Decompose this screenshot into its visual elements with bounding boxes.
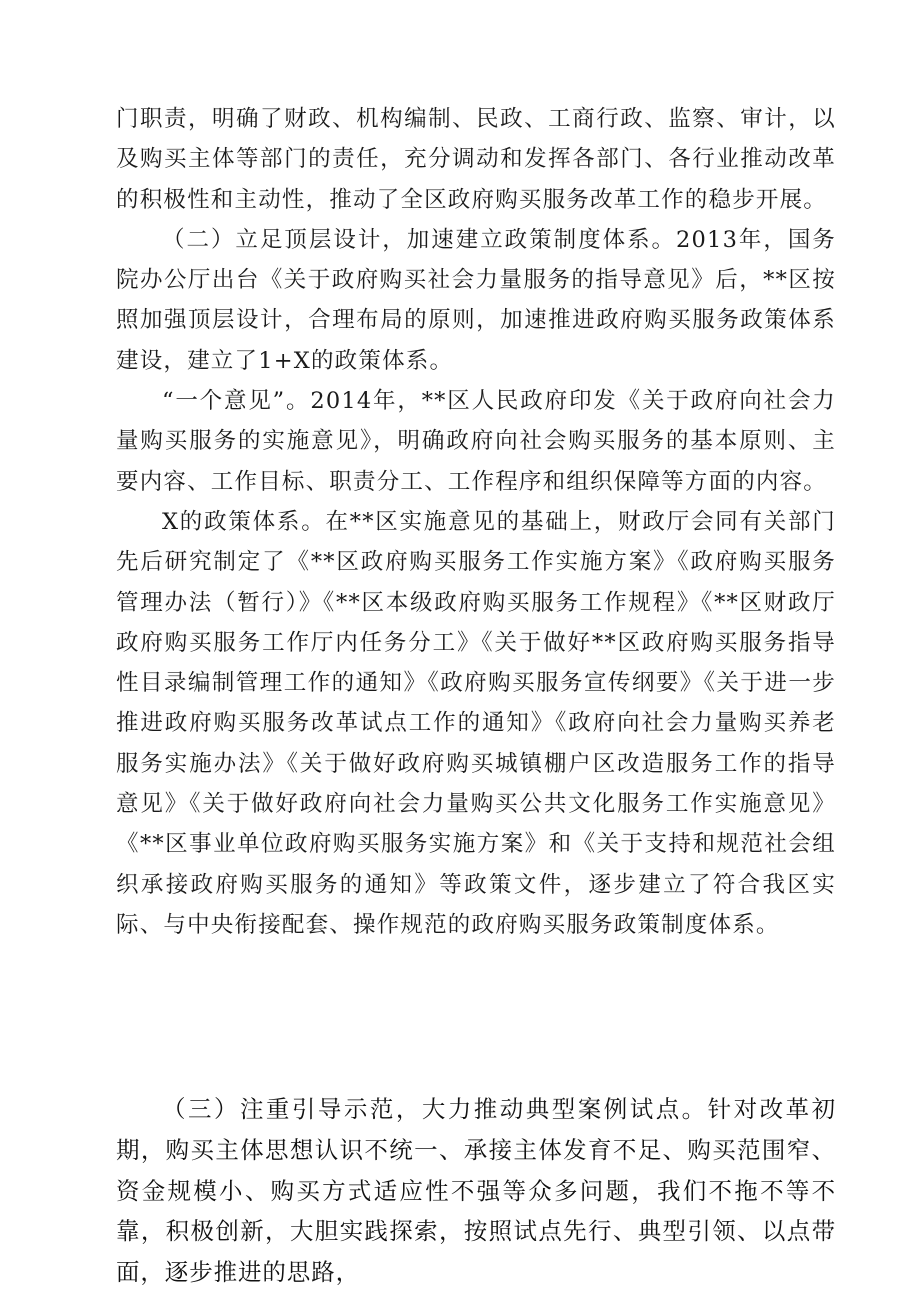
body-text-sans: [116, 1089, 836, 1293]
paragraph-3: “一个意见”。2014年，**区人民政府印发《关于政府向社会力量购买服务的实施意见》，明确政府向社会购买服务的基本原则、主要内容、工作目标、职责分工、工作程序和组织保障等方面的内容。: [116, 388, 836, 495]
paragraph-2: （二）立足顶层设计，加速建立政策制度体系。2013年，国务院办公厅出台《关于政府购买社会力量服务的指导意见》后，**区按照加强顶层设计，合理布局的原则，加速推进政府购买服务政策体系建设，建立了1+X的政策体系。: [116, 226, 836, 374]
paragraph-4: X的政策体系。在**区实施意见的基础上，财政厅会同有关部门先后研究制定了《**区政府购买服务工作实施方案》《政府购买服务管理办法（暂行）》《**区本级政府购买服务工作规程》《**区财政厅政府购买服务工作厅内任务分工》《关于做好**区政府购买服务指导性目录编制管理工作的通知》《政府购买服务宣传纲要》《关于进一步推进政府购买服务改革试点工作的通知》《政府向社会力量购买养老服务实施办法》《关于做好政府购买城镇棚户区改造服务工作的指导意见》《关于做好政府向社会力量购买公共文化服务工作实施意见》《**区事业单位政府购买服务实施方案》和《关于支持和规范社会组织承接政府购买服务的通知》等政策文件，逐步建立了符合我区实际、与中央衔接配套、操作规范的政府购买服务政策制度体系。: [116, 508, 836, 938]
paragraph-1: 门职责，明确了财政、机构编制、民政、工商行政、监察、审计，以及购买主体等部门的责任，充分调动和发挥各部门、各行业推动改革的积极性和主动性，推动了全区政府购买服务改革工作的稳步开展。: [116, 106, 836, 213]
body-text-serif: [116, 99, 836, 945]
paragraph-5: （三）注重引导示范，大力推动典型案例试点。针对改革初期，购买主体思想认识不统一、承接主体发育不足、购买范围窄、资金规模小、购买方式适应性不强等众多问题，我们不拖不等不靠，积极创新，大胆实践探索，按照试点先行、典型引领、以点带面，逐步推进的思路，: [116, 1095, 836, 1287]
